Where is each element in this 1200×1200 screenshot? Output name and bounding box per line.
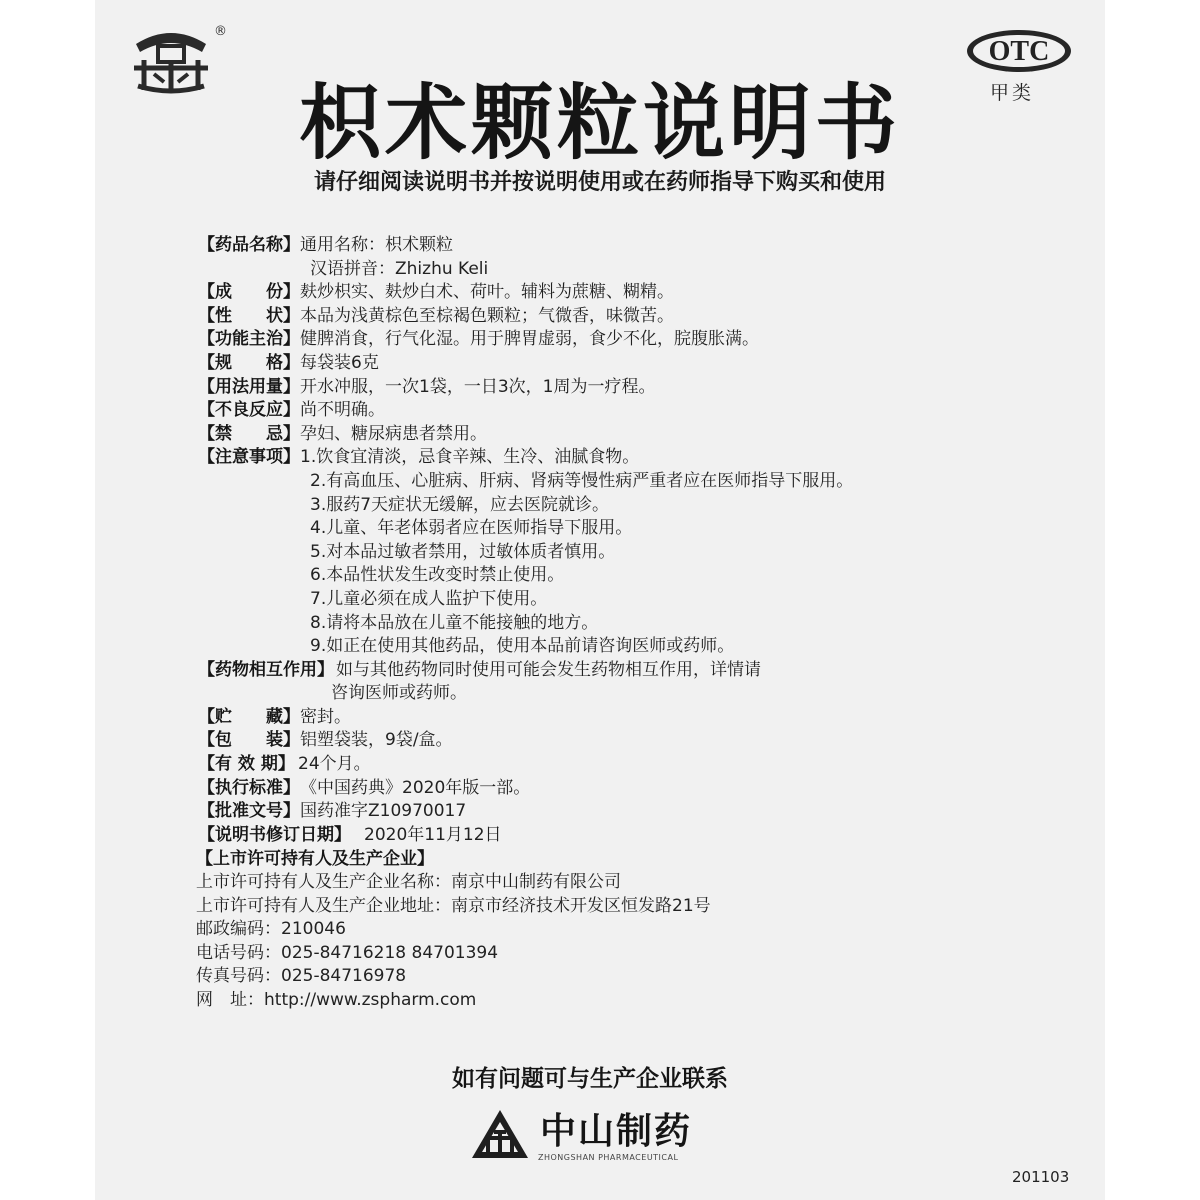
otc-badge-text: OTC [988, 36, 1050, 67]
field-pinyin [198, 258, 1078, 282]
field-value: 1.饮食宜清淡，忌食辛辣、生冷、油腻食物。 [300, 447, 640, 468]
field-ingredients [198, 281, 1078, 305]
field-label: 【药物相互作用】 [198, 659, 334, 680]
field-value: 4.儿童、年老体弱者应在医师指导下服用。 [310, 518, 633, 539]
interaction-line-2: 咨询医师或药师。 [331, 683, 467, 704]
precaution-item [198, 517, 1078, 541]
drug-info-fields [198, 234, 1078, 847]
field-indications [198, 328, 1078, 352]
field-value: 7.儿童必须在成人监护下使用。 [310, 588, 548, 609]
phone-line: 电话号码：025-84716218 84701394 [196, 942, 499, 963]
manufacturer-english-name: ZHONGSHAN PHARMACEUTICAL [538, 1153, 679, 1162]
print-code: 201103 [1012, 1168, 1070, 1186]
precaution-item [198, 541, 1078, 565]
company-info [196, 847, 1076, 1013]
company-name-line: 上市许可持有人及生产企业名称：南京中山制药有限公司 [196, 872, 621, 892]
field-value: 2020年11月12日 [364, 824, 502, 845]
zhongshan-mountain-logo [470, 1108, 530, 1160]
field-value: 6.本品性状发生改变时禁止使用。 [310, 565, 565, 586]
field-label: 【有 效 期】 [198, 754, 295, 775]
otc-class-label: 甲类 [990, 82, 1035, 104]
field-label: 【执行标准】 [198, 777, 300, 798]
field-label: 【包 装】 [198, 730, 300, 751]
field-value: 尚不明确。 [300, 400, 385, 421]
otc-badge [965, 28, 1073, 74]
field-shelf-life [198, 753, 1078, 777]
field-packaging [198, 729, 1078, 753]
field-standard [198, 777, 1078, 801]
field-approval-number [198, 800, 1078, 824]
field-label: 【规 格】 [198, 352, 300, 373]
website-line: 网 址：http://www.zspharm.com [196, 989, 477, 1010]
field-drug-interactions [198, 659, 1078, 683]
field-adverse-reactions [198, 399, 1078, 423]
precaution-item [198, 470, 1078, 494]
field-label: 【成 份】 [198, 282, 300, 303]
field-label: 【药品名称】 [198, 235, 300, 255]
field-value: 开水冲服，一次1袋，一日3次，1周为一疗程。 [300, 376, 656, 397]
company-heading: 【上市许可持有人及生产企业】 [196, 849, 434, 869]
field-value: 孕妇、糖尿病患者禁用。 [300, 423, 487, 444]
field-value: 每袋装6克 [300, 352, 379, 373]
field-storage [198, 706, 1078, 730]
field-value: 通用名称：枳术颗粒 [300, 235, 453, 255]
field-drug-interactions-cont [198, 682, 1078, 706]
field-name [198, 234, 1078, 258]
precaution-item [198, 588, 1078, 612]
field-label: 【不良反应】 [198, 400, 300, 421]
field-label: 【批准文号】 [198, 801, 300, 822]
field-label: 【说明书修订日期】 [198, 824, 351, 845]
field-value: 《中国药典》2020年版一部。 [300, 777, 531, 798]
field-label: 【禁 忌】 [198, 423, 300, 444]
page-subtitle: 请仔细阅读说明书并按说明使用或在药师指导下购买和使用 [313, 170, 886, 195]
precaution-item [198, 612, 1078, 636]
field-label: 【性 状】 [198, 305, 300, 326]
field-dosage [198, 376, 1078, 400]
field-value [336, 659, 826, 683]
registered-mark: ® [214, 24, 227, 39]
field-value: 麸炒枳实、麸炒白术、荷叶。辅料为蔗糖、糊精。 [300, 282, 674, 303]
field-value: 3.服药7天症状无缓解，应去医院就诊。 [310, 494, 610, 515]
field-value: 9.如正在使用其他药品，使用本品前请咨询医师或药师。 [310, 636, 735, 657]
field-value: 8.请将本品放在儿童不能接触的地方。 [310, 612, 599, 633]
field-value: 国药准字Z10970017 [300, 801, 467, 822]
field-contraindications [198, 423, 1078, 447]
fax-line: 传真号码：025-84716978 [196, 966, 407, 987]
field-value: 本品为浅黄棕色至棕褐色颗粒；气微香，味微苦。 [300, 305, 674, 326]
field-label: 【用法用量】 [198, 376, 300, 397]
precaution-item [198, 635, 1078, 659]
field-label: 【功能主治】 [198, 329, 300, 350]
field-value: 汉语拼音：Zhizhu Keli [310, 258, 489, 279]
field-value: 24个月。 [298, 754, 371, 775]
field-precautions [198, 446, 1078, 470]
field-value: 密封。 [300, 706, 351, 727]
postal-code-line: 邮政编码：210046 [196, 919, 346, 940]
field-value: 铝塑袋装，9袋/盒。 [300, 730, 453, 751]
company-address-line: 上市许可持有人及生产企业地址：南京市经济技术开发区恒发路21号 [196, 895, 711, 916]
field-value: 5.对本品过敏者禁用，过敏体质者慎用。 [310, 541, 616, 562]
field-label: 【注意事项】 [198, 447, 300, 468]
manufacturer-name: 中山制药 [540, 1111, 693, 1152]
field-value: 健脾消食，行气化湿。用于脾胃虚弱，食少不化，脘腹胀满。 [300, 329, 759, 350]
field-value: 2.有高血压、心脏病、肝病、肾病等慢性病严重者应在医师指导下服用。 [310, 470, 854, 491]
contact-note: 如有问题可与生产企业联系 [452, 1066, 728, 1092]
field-label: 【贮 藏】 [198, 706, 300, 727]
field-appearance [198, 305, 1078, 329]
precaution-item [198, 564, 1078, 588]
field-revision-date [198, 824, 1078, 848]
interaction-line-1: 如与其他药物同时使用可能会发生药物相互作用，详情请 [336, 659, 761, 680]
page-title: 枳术颗粒说明书 [298, 76, 901, 171]
field-specification [198, 352, 1078, 376]
precaution-item [198, 494, 1078, 518]
